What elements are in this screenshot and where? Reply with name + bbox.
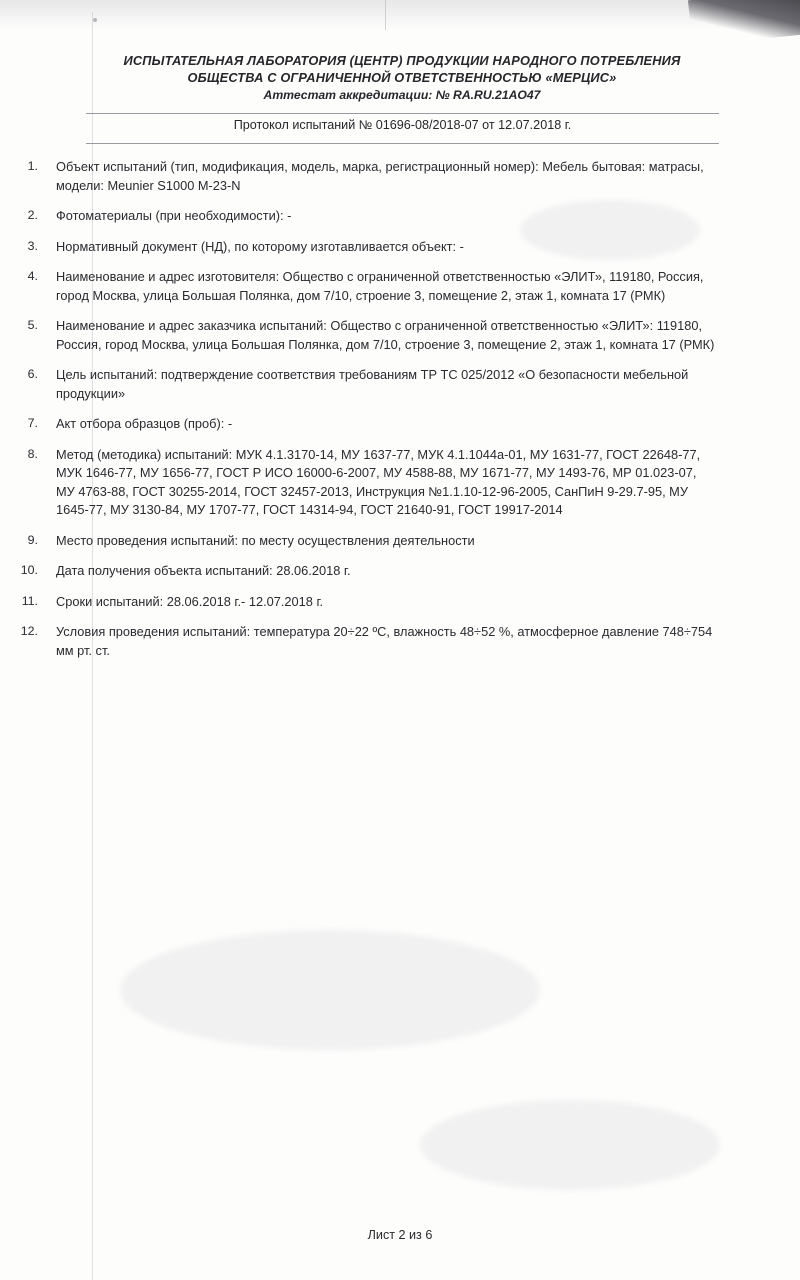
lab-name-line-2: ОБЩЕСТВА С ОГРАНИЧЕННОЙ ОТВЕТСТВЕННОСТЬЮ «МЕРЦИС» [187, 70, 617, 85]
list-item-number: 8. [27, 446, 38, 461]
list-item-text: Цель испытаний: подтверждение соответствия требованиям ТР ТС 025/2012 «О безопасности мебельной продукции» [56, 367, 689, 401]
list-item-number: 7. [27, 416, 38, 430]
list-item-number: 10. [20, 563, 38, 577]
list-item-text: Фотоматериалы (при необходимости): - [56, 208, 292, 223]
list-item-number: 6. [27, 367, 38, 381]
list-item-text: Наименование и адрес изготовителя: Общество с ограниченной ответственностью «ЭЛИТ», 119180, Россия, город Москва, улица Большая Полянка, дом 7/10, строение 3, помещение 2, этаж 1, комната 17 (РМК) [56, 269, 704, 303]
list-item [0, 623, 800, 660]
list-item [0, 562, 800, 581]
list-item-number: 12. [20, 624, 38, 638]
list-item [0, 207, 800, 226]
list-item [0, 158, 800, 195]
list-item-text: Дата получения объекта испытаний: 28.06.2018 г. [56, 563, 351, 578]
accreditation-certificate: Аттестат аккредитации: № RA.RU.21AO47 [263, 88, 541, 102]
list-item [0, 446, 800, 520]
list-item-text: Метод (методика) испытаний: МУК 4.1.3170-14, МУ 1637-77, МУК 4.1.1044а-01, МУ 1631-77, ГОСТ 22648-77, МУК 1646-77, МУ 1656-77, ГОСТ Р ИСО 16000-6-2007, МУ 4588-88, МУ 1671-77, МУ 1493-76, МР 01.023-07, МУ 4763-88, ГОСТ 30255-2014, ГОСТ 32457-2013, Инструкция №1.1.10-12-96-2005, СанПиН 9-29.7-95, МУ 1645-77, МУ 3130-84, МУ 1707-77, ГОСТ 14314-94, ГОСТ 21640-91, ГОСТ 19917-2014 [56, 446, 701, 517]
list-item [0, 593, 800, 612]
list-item-number: 5. [27, 318, 38, 332]
list-item-number: 2. [27, 208, 38, 222]
protocol-title: Протокол испытаний № 01696-08/2018-07 от 12.07.2018 г. [233, 118, 572, 132]
scan-smudge [420, 1100, 720, 1190]
list-item-text: Нормативный документ (НД), по которому изготавливается объект: - [56, 238, 464, 254]
list-item [0, 317, 800, 354]
list-item [0, 415, 800, 434]
numbered-item-list [0, 158, 800, 672]
list-item-text: Условия проведения испытаний: температура 20÷22 ºС, влажность 48÷52 %, атмосферное давление 748÷754 мм рт. ст. [56, 624, 713, 658]
list-item-number: 3. [27, 238, 38, 253]
list-item-text: Сроки испытаний: 28.06.2018 г.- 12.07.2018 г. [56, 593, 324, 609]
list-item-number: 1. [27, 159, 38, 173]
list-item [0, 238, 800, 257]
scan-corner-artifact [688, 0, 800, 46]
page-footer: Лист 2 из 6 [367, 1228, 433, 1242]
list-item-text: Наименование и адрес заказчика испытаний: Общество с ограниченной ответственностью «ЭЛИТ»: 119180, Россия, город Москва, улица Большая Полянка, дом 7/10, строение 3, помещение 2, этаж 1, комната 17 (РМК) [56, 318, 715, 352]
list-item [0, 532, 800, 551]
list-item-text: Место проведения испытаний: по месту осуществления деятельности [56, 532, 475, 548]
scan-edge-line [385, 0, 386, 30]
document-header [86, 52, 718, 104]
lab-name-line-1: ИСПЫТАТЕЛЬНАЯ ЛАБОРАТОРИЯ (ЦЕНТР) ПРОДУКЦИИ НАРОДНОГО ПОТРЕБЛЕНИЯ [123, 53, 681, 68]
list-item-number: 4. [27, 269, 38, 283]
header-divider-bottom [86, 143, 719, 144]
list-item-number: 11. [21, 593, 38, 608]
scan-smudge [120, 930, 540, 1050]
header-divider-top [86, 113, 719, 114]
list-item-text: Акт отбора образцов (проб): - [56, 416, 233, 431]
list-item-number: 9. [27, 532, 38, 547]
list-item [0, 268, 800, 305]
scan-shadow [0, 0, 800, 30]
list-item-text: Объект испытаний (тип, модификация, модель, марка, регистрационный номер): Мебель бытовая: матрасы, модели: Meunier S1000 M-23-N [56, 159, 704, 193]
list-item [0, 366, 800, 403]
scan-speck [93, 18, 97, 22]
